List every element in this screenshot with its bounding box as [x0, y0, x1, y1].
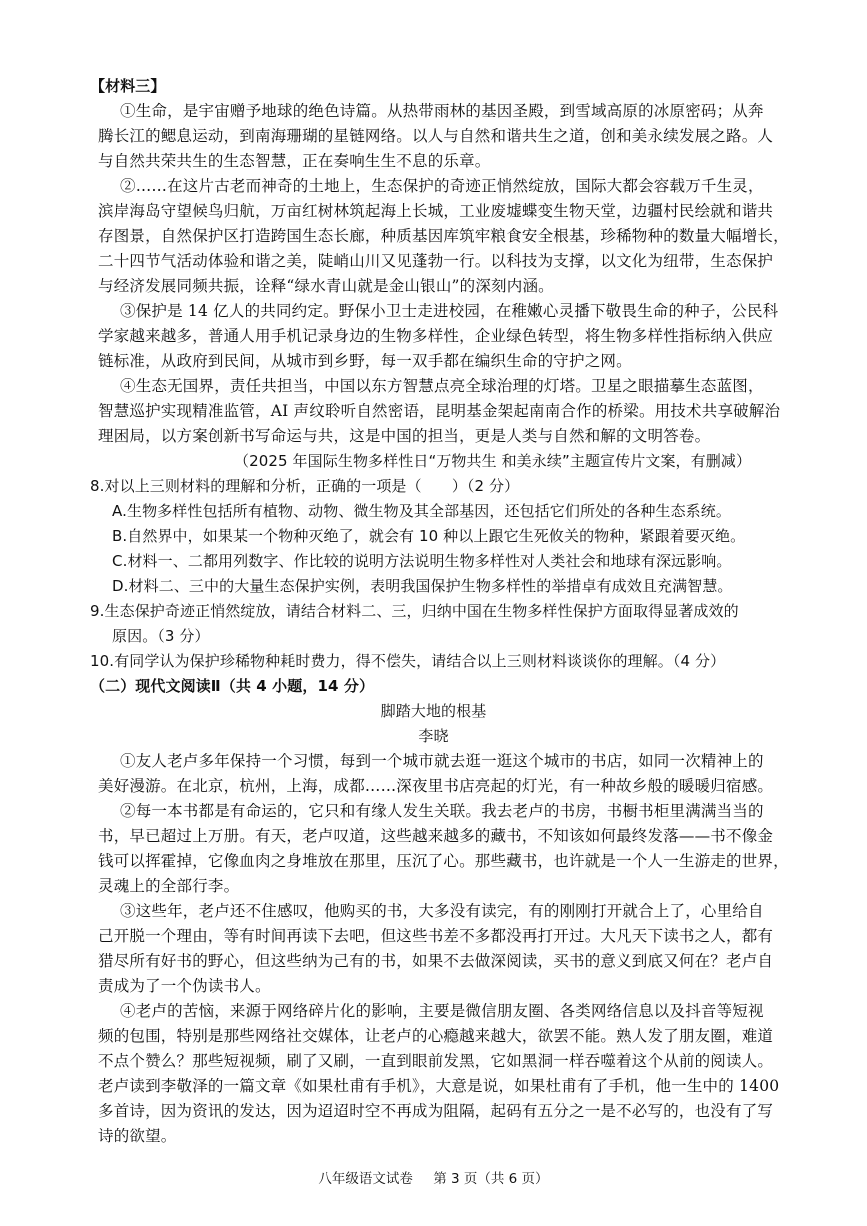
article-line: 猎尽所有好书的野心，但这些纳为己有的书，如果不去做深阅读，买书的意义到底又何在？老卢自 [98, 952, 774, 970]
article-line: ④老卢的苦恼，来源于网络碎片化的影响，主要是微信朋友圈、各类网络信息以及抖音等短视 [120, 1002, 764, 1020]
article-line: 多首诗，因为资讯的发达，因为迢迢时空不再成为阻隔，起码有五分之一是不必写的，也没有了写 [98, 1102, 774, 1120]
question-9-continued: 原因。（3 分） [112, 627, 210, 645]
article-line: 灵魂上的全部行李。 [98, 877, 240, 895]
article-author: 李晓 [418, 727, 449, 745]
article-line: ①友人老卢多年保持一个习惯，每到一个城市就去逛一逛这个城市的书店，如同一次精神上的 [120, 752, 764, 770]
article-line: 不点个赞么？那些短视频，刷了又刷，一直到眼前发黑，它如黑洞一样吞噬着这个从前的阅读人。 [98, 1052, 774, 1070]
question-8-option-d: D.材料二、三中的大量生态保护实例，表明我国保护生物多样性的举措卓有成效且充满智慧。 [112, 577, 733, 595]
question-9: 9.生态保护奇迹正悄然绽放，请结合材料二、三，归纳中国在生物多样性保护方面取得显著成效的 [90, 602, 739, 620]
material-three-heading: 【材料三】 [90, 77, 166, 95]
material-line: 滨岸海岛守望候鸟归航，万亩红树林筑起海上长城，工业废墟蝶变生物天堂，边疆村民绘就和谐共 [98, 202, 774, 220]
question-8: 8.对以上三则材料的理解和分析，正确的一项是（ ）（2 分） [90, 477, 520, 495]
material-line: 链标准，从政府到民间，从城市到乡野，每一双手都在编织生命的守护之网。 [98, 352, 632, 370]
material-line: 二十四节气活动体验和谐之美，陡峭山川又见蓬勃一行。以科技为支撑，以文化为纽带，生态保护 [98, 252, 774, 270]
article-line: 美好漫游。在北京，杭州，上海，成都……深夜里书店亮起的灯光，有一种故乡般的暖暖归宿感。 [98, 777, 774, 795]
article-line: 己开脱一个理由，等有时间再读下去吧，但这些书差不多都没再打开过。大凡天下读书之人，都有 [98, 927, 774, 945]
material-line: 与自然共荣共生的生态智慧，正在奏响生生不息的乐章。 [98, 152, 491, 170]
article-line: 书，早已超过上万册。有天，老卢叹道，这些越来越多的藏书，不知该如何最终发落——书不像金 [98, 827, 774, 845]
material-line: 学家越来越多，普通人用手机记录身边的生物多样性，企业绿色转型，将生物多样性指标纳入供应 [98, 327, 774, 345]
material-line: 与经济发展同频共振，诠释“绿水青山就是金山银山”的深刻内涵。 [98, 277, 554, 295]
article-line: 责成为了一个伪读书人。 [98, 977, 271, 995]
section-heading: （二）现代文阅读Ⅱ（共 4 小题，14 分） [90, 677, 375, 695]
question-8-option-c: C.材料一、二都用列数字、作比较的说明方法说明生物多样性对人类社会和地球有深远影响。 [112, 552, 732, 570]
article-title: 脚踏大地的根基 [380, 702, 487, 720]
page-number: 第 3 页（共 6 页） [433, 1171, 549, 1187]
article-line: 诗的欲望。 [98, 1127, 177, 1145]
material-line: 腾长江的鳃息运动，到南海珊瑚的星链网络。以人与自然和谐共生之道，创和美永续发展之路。人 [98, 127, 774, 145]
material-line: ③保护是 14 亿人的共同约定。野保小卫士走进校园，在稚嫩心灵播下敬畏生命的种子，公民科 [120, 302, 779, 320]
material-line: 理困局，以方案创新书写命运与共，这是中国的担当，更是人类与自然和解的文明答卷。 [98, 427, 711, 445]
material-line: 存图景，自然保护区打造跨国生态长廊，种质基因库筑牢粮食安全根基，珍稀物种的数量大幅增长， [98, 227, 789, 245]
material-line: ④生态无国界，责任共担当，中国以东方智慧点亮全球治理的灯塔。卫星之眼描摹生态蓝图， [120, 377, 764, 395]
article-line: 钱可以挥霍掉，它像血肉之身堆放在那里，压沉了心。那些藏书，也许就是一个人一生游走的世界， [98, 852, 789, 870]
article-line: 老卢读到李敬泽的一篇文章《如果杜甫有手机》，大意是说，如果杜甫有了手机，他一生中的 1400 [98, 1077, 780, 1095]
article-line: ②每一本书都是有命运的，它只和有缘人发生关联。我去老卢的书房，书橱书柜里满满当当的 [120, 802, 764, 820]
question-8-option-a: A.生物多样性包括所有植物、动物、微生物及其全部基因，还包括它们所处的各种生态系统。 [112, 502, 731, 520]
article-line: ③这些年，老卢还不住感叹，他购买的书，大多没有读完，有的刚刚打开就合上了，心里给自 [120, 902, 764, 920]
article-line: 频的包围，特别是那些网络社交媒体，让老卢的心瘾越来越大，欲罢不能。熟人发了朋友圈，难道 [98, 1027, 774, 1045]
material-line: ①生命，是宇宙赠予地球的绝色诗篇。从热带雨林的基因圣殿，到雪域高原的冰原密码；从奔 [120, 102, 764, 120]
material-line: ②……在这片古老而神奇的土地上，生态保护的奇迹正悄然绽放，国际大都会容载万千生灵， [120, 177, 764, 195]
page-footer [0, 1170, 867, 1188]
question-8-option-b: B.自然界中，如果某一个物种灭绝了，就会有 10 种以上跟它生死攸关的物种，紧跟着要灭绝。 [112, 527, 746, 545]
exam-name: 八年级语文试卷 [318, 1171, 413, 1187]
material-source: （2025 年国际生物多样性日“万物共生 和美永续”主题宣传片文案，有删减） [234, 452, 752, 470]
question-10: 10.有同学认为保护珍稀物种耗时费力，得不偿失，请结合以上三则材料谈谈你的理解。（4 分） [90, 652, 726, 670]
material-line: 智慧巡护实现精准监管，AI 声纹聆听自然密语，昆明基金架起南南合作的桥梁。用技术共享破解治 [98, 402, 781, 420]
